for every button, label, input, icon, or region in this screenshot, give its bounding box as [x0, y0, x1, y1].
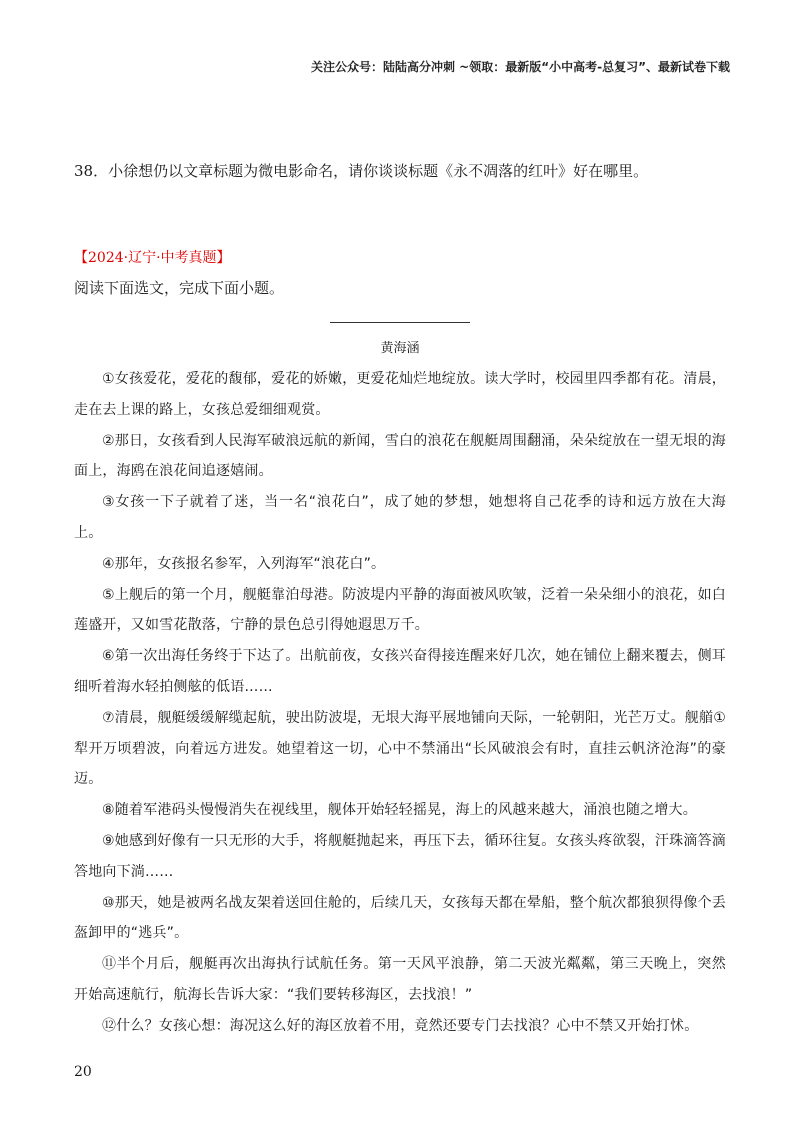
author-name: 黄海涵	[380, 341, 420, 356]
passage-paragraph-11: ⑪半个月后，舰艇再次出海执行试航任务。第一天风平浪静，第二天波光粼粼，第三天晚上，突然开始高速航行，航海长告诉大家：“我们要转移海区，去找浪！”	[74, 956, 726, 1003]
reading-instruction: 阅读下面选文，完成下面小题。	[74, 279, 285, 297]
page-number: 20	[74, 1064, 92, 1080]
page-header: 关注公众号：陆陆高分冲刺 ~领取：最新版“小中高考-总复习”、最新试卷下载	[311, 60, 730, 74]
passage-paragraph-10: ⑩那天，她是被两名战友架着送回住舱的，后续几天，女孩每天都在晕船，整个航次都狼狈得像个丢盔卸甲的“逃兵”。	[74, 894, 726, 942]
passage-paragraph-4: ④那年，女孩报名参军，入列海军“浪花白”。	[102, 555, 386, 572]
passage-paragraph-6: ⑥第一次出海任务终于下达了。出航前夜，女孩兴奋得接连醒来好几次，她在铺位上翻来覆去，侧耳细听着海水轻拍侧舷的低语……	[74, 648, 726, 695]
passage-body	[74, 364, 726, 1042]
title-rule	[330, 322, 470, 323]
passage-paragraph-5: ⑤上舰后的第一个月，舰艇靠泊母港。防波堤内平静的海面被风吹皱，泛着一朵朵细小的浪花，如白莲盛开，又如雪花散落，宁静的景色总引得她遐思万千。	[74, 586, 726, 634]
passage-paragraph-1: ①女孩爱花，爱花的馥郁，爱花的娇嫩，更爱花灿烂地绽放。读大学时，校园里四季都有花。清晨，走在去上课的路上，女孩总爱细细观赏。	[74, 371, 726, 418]
passage-paragraph-2: ②那日，女孩看到人民海军破浪远航的新闻，雪白的浪花在舰艇周围翻涌，朵朵绽放在一望无垠的海面上，海鸥在浪花间追逐嬉闹。	[74, 432, 726, 480]
passage-paragraph-7: ⑦清晨，舰艇缓缓解缆起航，驶出防波堤，无垠大海平展地铺向天际，一轮朝阳，光芒万丈。舰艏①犁开万顷碧波，向着远方进发。她望着这一切，心中不禁涌出“长风破浪会有时，直挂云帆济沧海”的豪迈。	[74, 709, 726, 788]
passage-paragraph-8: ⑧随着军港码头慢慢消失在视线里，舰体开始轻轻摇晃，海上的风越来越大，涌浪也随之增大。	[102, 802, 697, 819]
source-tag: 【2024·辽宁·中考真题】	[74, 250, 231, 266]
passage-paragraph-3: ③女孩一下子就着了迷，当一名“浪花白”，成了她的梦想，她想将自己花季的诗和远方放在大海上。	[74, 494, 726, 541]
question-38: 38．小徐想仍以文章标题为微电影命名，请你谈谈标题《永不凋落的红叶》好在哪里。	[74, 162, 649, 180]
passage-paragraph-9: ⑨她感到好像有一只无形的大手，将舰艇抛起来，再压下去，循环往复。女孩头疼欲裂，汗珠滴答滴答地向下淌……	[74, 832, 726, 880]
passage-paragraph-12: ⑫什么？女孩心想：海况这么好的海区放着不用，竟然还要专门去找浪？心中不禁又开始打怵。	[102, 1017, 699, 1034]
